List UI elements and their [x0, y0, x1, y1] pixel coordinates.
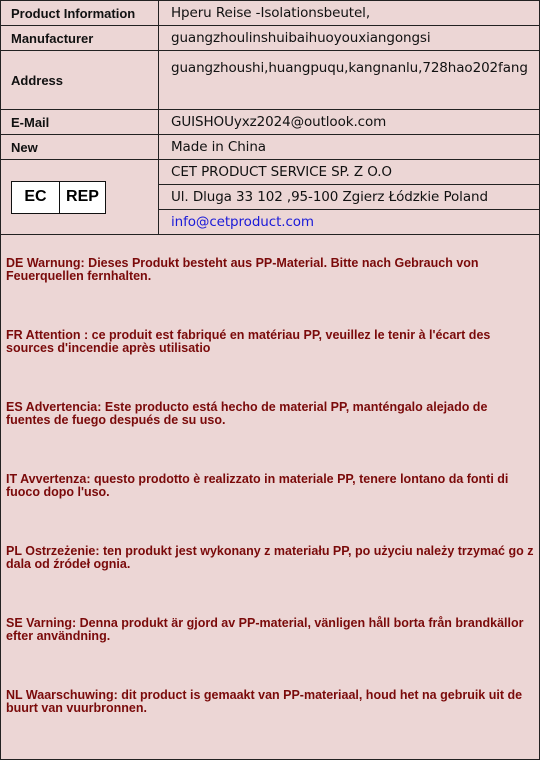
warning-pl: PL Ostrzeżenie: ten produkt jest wykonany z materiału PP, po użyciu należy trzymać go z dala od źródeł ognia. — [6, 544, 534, 571]
origin-value: Made in China — [159, 135, 540, 160]
table-row — [1, 51, 539, 110]
rep-company: CET PRODUCT SERVICE SP. Z O.O — [159, 160, 540, 185]
ec-rep-icon — [11, 181, 106, 214]
product-info-table — [1, 1, 539, 235]
ec-rep-badge-right: REP — [66, 188, 99, 205]
warnings-section — [1, 257, 539, 715]
ec-rep-badge-left: EC — [12, 182, 60, 213]
email-value: GUISHOUyxz2024@outlook.com — [159, 110, 540, 135]
table-row — [1, 110, 539, 135]
warning-it: IT Avvertenza: questo prodotto è realizzato in materiale PP, tenere lontano da fonti di fuoco dopo l'uso. — [6, 472, 509, 499]
product-information-label: Product Information — [1, 1, 159, 26]
table-row — [1, 160, 539, 185]
product-information-value: Hperu Reise -Isolationsbeutel, — [159, 1, 540, 26]
address-value: guangzhoushi,huangpuqu,kangnanlu,728hao202fang — [159, 51, 540, 110]
table-row — [1, 1, 539, 26]
address-label: Address — [1, 51, 159, 110]
table-row — [1, 26, 539, 51]
warning-es: ES Advertencia: Este producto está hecho de material PP, manténgalo alejado de fuentes de fuego después de su uso. — [6, 400, 488, 427]
origin-label: New — [1, 135, 159, 160]
rep-address: Ul. Dluga 33 102 ,95-100 Zgierz Łódzkie Poland — [159, 185, 540, 210]
table-row — [1, 135, 539, 160]
warning-nl: NL Waarschuwing: dit product is gemaakt van PP-materiaal, houd het na gebruik uit de buurt van vuurbronnen. — [6, 688, 523, 715]
manufacturer-value: guangzhoulinshuibaihuoyouxiangongsi — [159, 26, 540, 51]
rep-email-cell — [159, 210, 540, 235]
warning-se: SE Varning: Denna produkt är gjord av PP-material, vänligen håll borta från brandkällor efter användning. — [6, 616, 524, 643]
ec-rep-cell — [1, 160, 159, 235]
rep-email-link[interactable]: info@cetproduct.com — [171, 214, 314, 230]
email-label: E-Mail — [1, 110, 159, 135]
manufacturer-label: Manufacturer — [1, 26, 159, 51]
warning-de: DE Warnung: Dieses Produkt besteht aus PP-Material. Bitte nach Gebrauch von Feuerquellen fernhalten. — [6, 256, 479, 283]
warning-fr: FR Attention : ce produit est fabriqué en matériau PP, veuillez le tenir à l'écart des sources d'incendie après utilisatio — [6, 328, 491, 355]
